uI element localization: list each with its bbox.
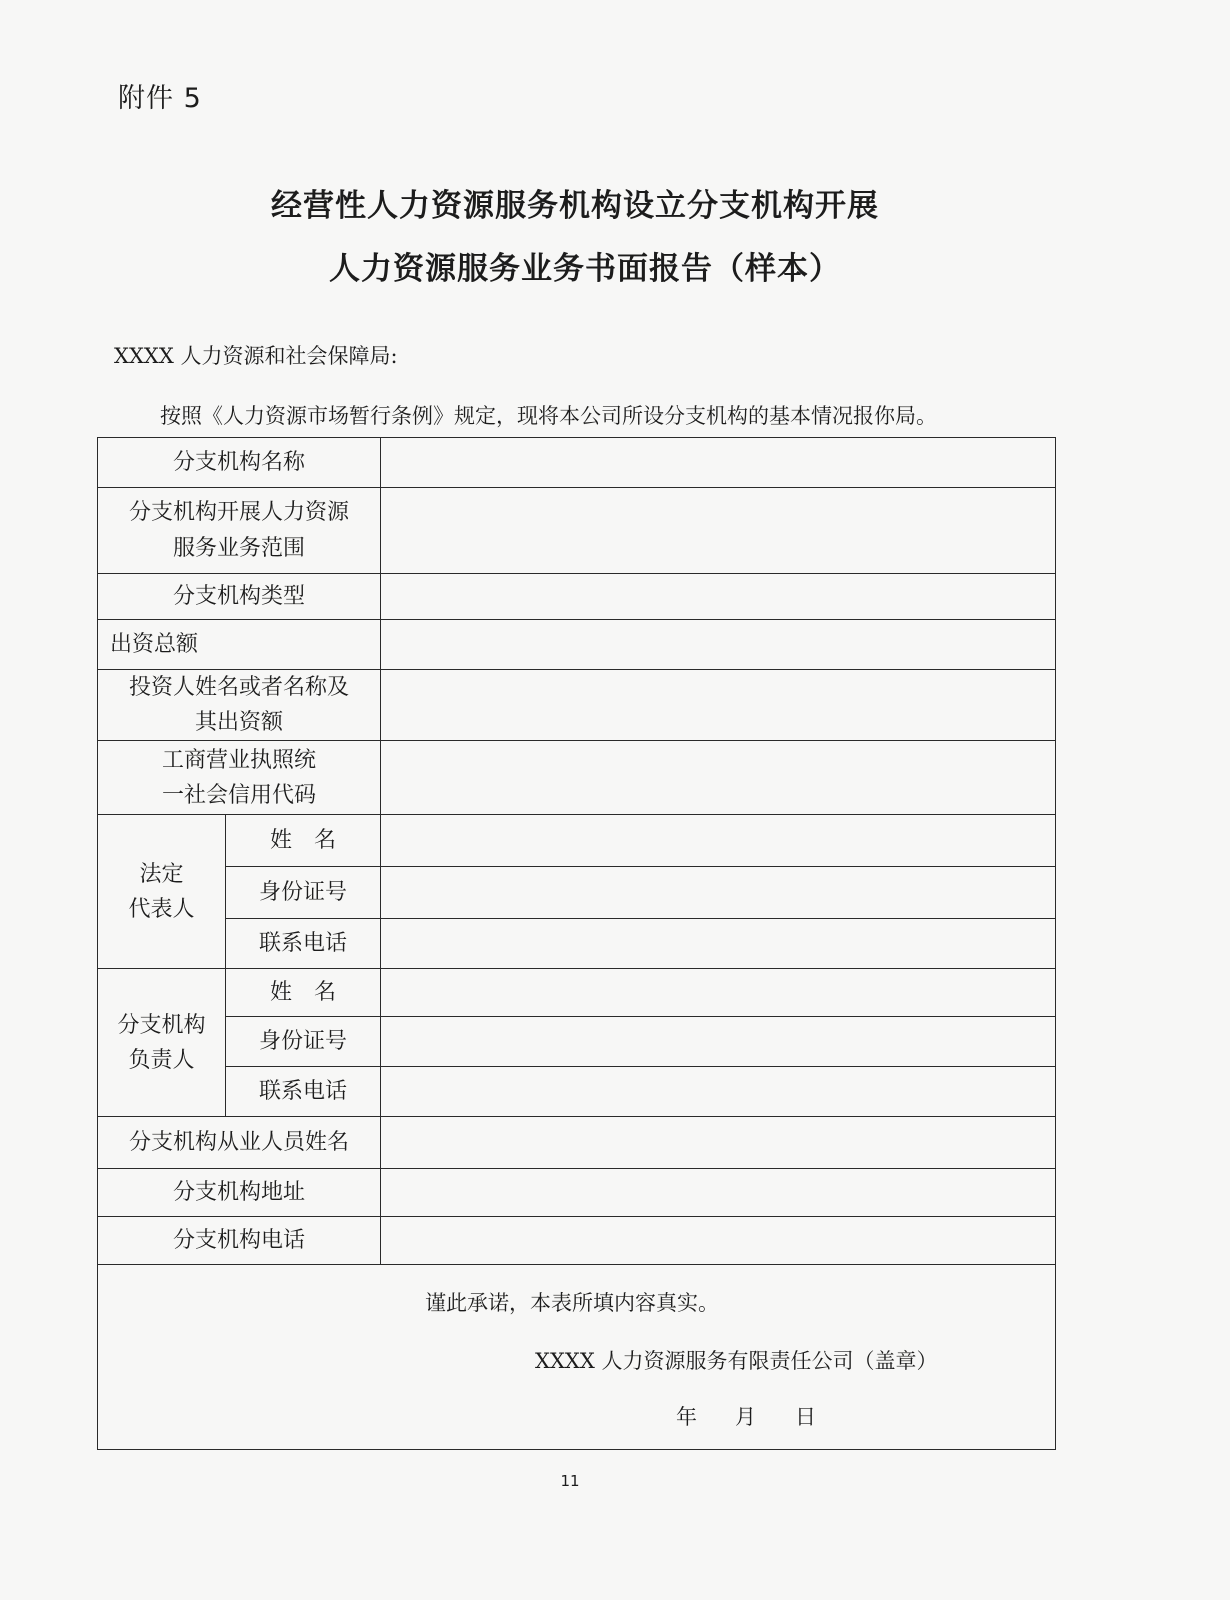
total-capital-label: 出资总额 (98, 620, 381, 670)
commitment-section (98, 1265, 1056, 1450)
branch-head-name-label: 姓 名 (226, 969, 381, 1017)
branch-head-label-line2: 负责人 (128, 1047, 195, 1073)
branch-head-label (98, 969, 226, 1117)
branch-name-label: 分支机构名称 (98, 438, 381, 488)
table-row (98, 670, 1056, 741)
legal-representative-label (98, 815, 226, 969)
branch-phone-field[interactable] (381, 1217, 1056, 1265)
branch-head-id-label: 身份证号 (226, 1017, 381, 1067)
table-row (98, 488, 1056, 574)
branch-address-field[interactable] (381, 1169, 1056, 1217)
document-title-line2: 人力资源服务业务书面报告（样本） (329, 251, 841, 287)
table-row (98, 1067, 1056, 1117)
branch-head-phone-field[interactable] (381, 1067, 1056, 1117)
date-year: 年 (676, 1405, 697, 1430)
branch-head-id-field[interactable] (381, 1017, 1056, 1067)
page-number: 11 (560, 1472, 580, 1490)
investor-label (98, 670, 381, 741)
branch-name-field[interactable] (381, 438, 1056, 488)
credit-code-label-line2: 一社会信用代码 (162, 782, 317, 808)
total-capital-field[interactable] (381, 620, 1056, 670)
intro-paragraph: 按照《人力资源市场暂行条例》规定，现将本公司所设分支机构的基本情况报你局。 (160, 404, 937, 428)
table-row (98, 1217, 1056, 1265)
table-row (98, 867, 1056, 919)
recipient-line: XXXX 人力资源和社会保障局: (114, 344, 398, 368)
branch-head-phone-label: 联系电话 (226, 1067, 381, 1117)
branch-phone-label: 分支机构电话 (98, 1217, 381, 1265)
legal-rep-id-field[interactable] (381, 867, 1056, 919)
branch-type-field[interactable] (381, 574, 1056, 620)
staff-names-label: 分支机构从业人员姓名 (98, 1117, 381, 1169)
table-row (98, 574, 1056, 620)
business-scope-label (98, 488, 381, 574)
table-row (98, 1117, 1056, 1169)
date-day: 日 (795, 1405, 816, 1430)
credit-code-label (98, 741, 381, 815)
investor-label-line2: 其出资额 (195, 710, 284, 736)
document-title-line1: 经营性人力资源服务机构设立分支机构开展 (271, 188, 879, 224)
legal-rep-id-label: 身份证号 (226, 867, 381, 919)
business-scope-field[interactable] (381, 488, 1056, 574)
branch-head-name-field[interactable] (381, 969, 1056, 1017)
staff-names-field[interactable] (381, 1117, 1056, 1169)
table-row (98, 969, 1056, 1017)
legal-rep-name-label: 姓 名 (226, 815, 381, 867)
legal-representative-label-line2: 代表人 (128, 896, 195, 922)
table-row (98, 919, 1056, 969)
branch-head-label-line1: 分支机构 (117, 1012, 206, 1038)
credit-code-label-line1: 工商营业执照统 (162, 747, 317, 773)
legal-rep-phone-label: 联系电话 (226, 919, 381, 969)
legal-rep-name-field[interactable] (381, 815, 1056, 867)
report-form-table (97, 437, 1056, 1450)
branch-address-label: 分支机构地址 (98, 1169, 381, 1217)
date-month: 月 (735, 1405, 756, 1430)
table-row (98, 815, 1056, 867)
commitment-pledge: 谨此承诺，本表所填内容真实。 (425, 1291, 719, 1316)
branch-type-label: 分支机构类型 (98, 574, 381, 620)
investor-label-line1: 投资人姓名或者名称及 (129, 675, 350, 700)
attachment-label: 附件 5 (118, 83, 202, 114)
table-row (98, 620, 1056, 670)
business-scope-label-line1: 分支机构开展人力资源 (129, 500, 350, 526)
legal-rep-phone-field[interactable] (381, 919, 1056, 969)
table-row (98, 1017, 1056, 1067)
investor-field[interactable] (381, 670, 1056, 741)
table-row (98, 1169, 1056, 1217)
table-row (98, 438, 1056, 488)
table-row (98, 1265, 1056, 1450)
legal-representative-label-line1: 法定 (139, 861, 184, 887)
company-seal-line: XXXX 人力资源服务有限责任公司（盖章） (535, 1349, 938, 1374)
business-scope-label-line2: 服务业务范围 (173, 535, 306, 561)
table-row (98, 741, 1056, 815)
credit-code-field[interactable] (381, 741, 1056, 815)
